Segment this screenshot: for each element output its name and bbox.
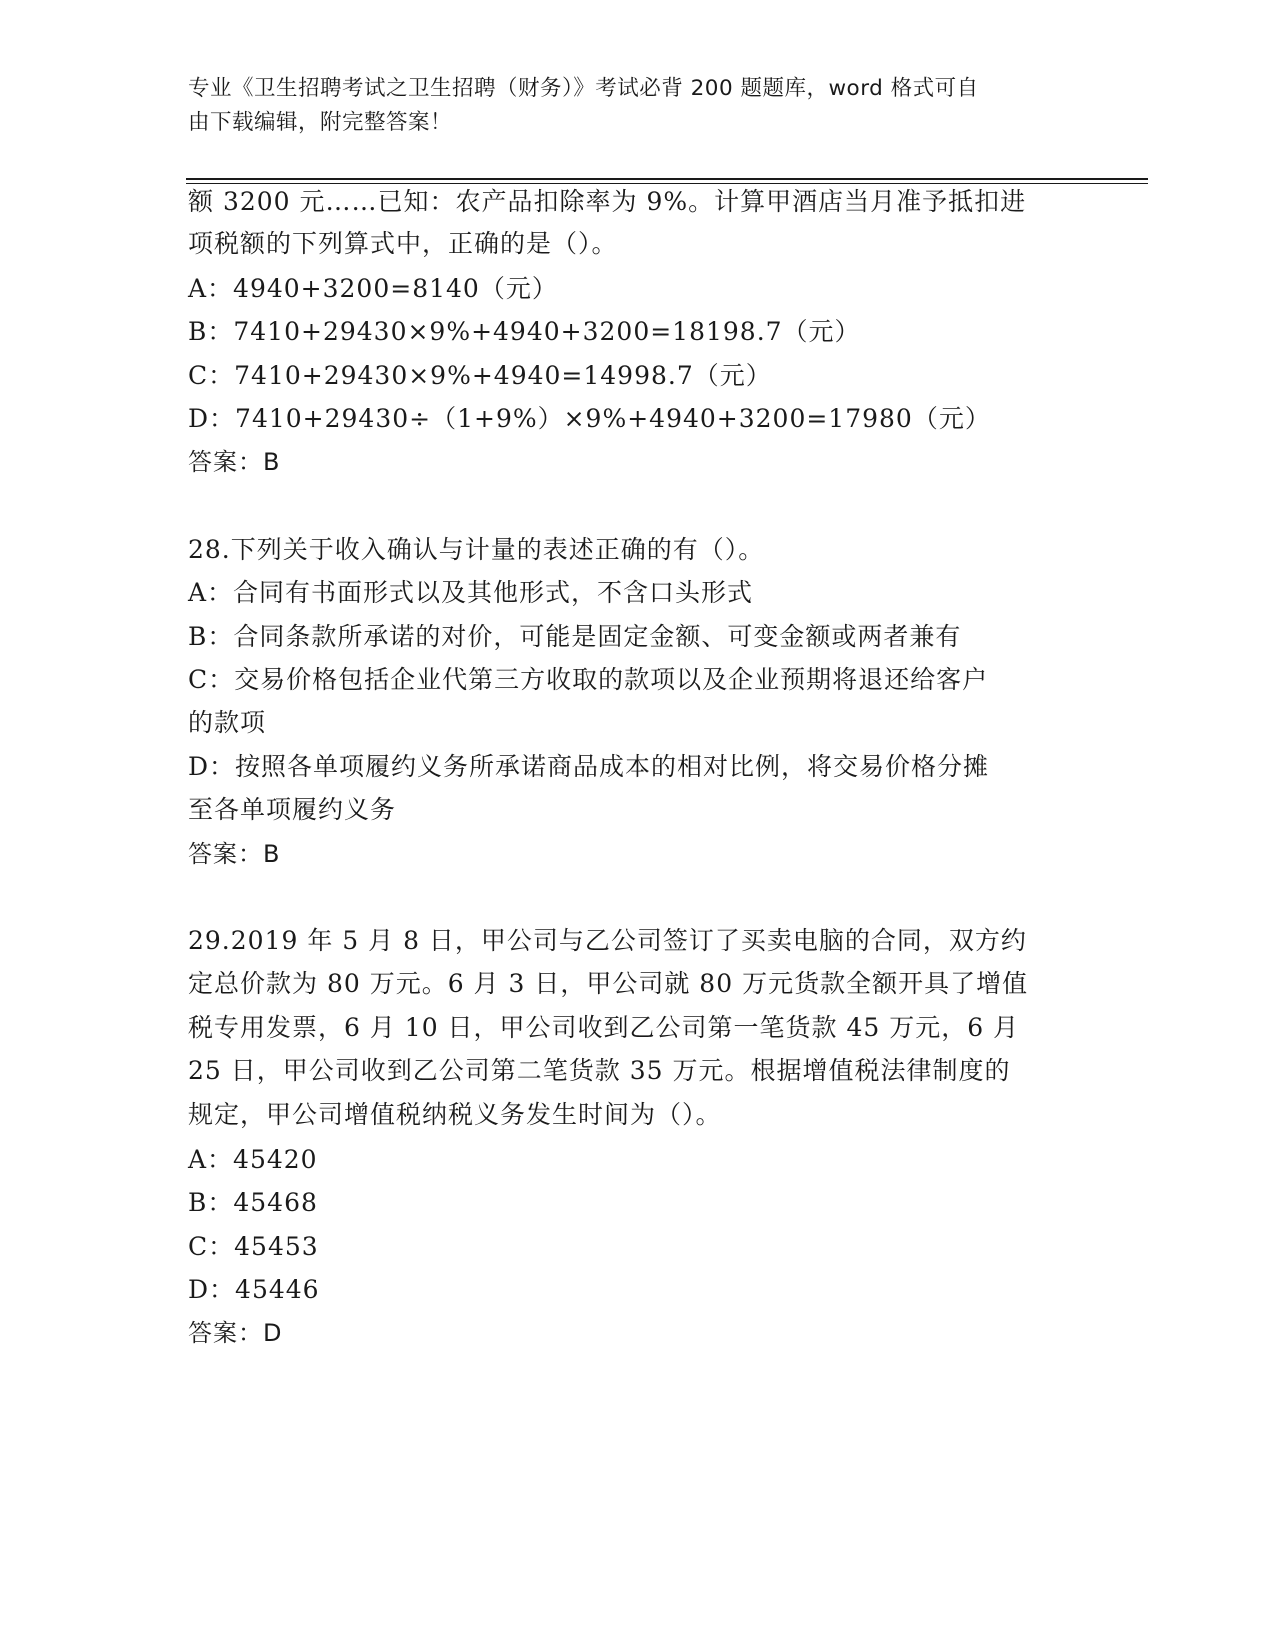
header-line-2: 由下载编辑，附完整答案！: [188, 110, 453, 135]
q27-option-c: C：7410+29430×9%+4940=14998.7（元）: [188, 361, 772, 390]
q29-option-a: A：45420: [188, 1145, 318, 1174]
header-divider-thick: [186, 178, 1148, 180]
q29-option-b: B：45468: [188, 1188, 318, 1217]
q29-stem-line-2: 定总价款为 80 万元。6 月 3 日，甲公司就 80 万元货款全额开具了增值: [188, 969, 1029, 998]
q29-stem-line-5: 规定，甲公司增值税纳税义务发生时间为（）。: [188, 1100, 722, 1129]
q28-option-c-line-2: 的款项: [188, 708, 267, 737]
q28-stem-line-1: 28.下列关于收入确认与计量的表述正确的有（）。: [188, 535, 765, 564]
q29-stem-line-1: 29.2019 年 5 月 8 日，甲公司与乙公司签订了买卖电脑的合同，双方约: [188, 926, 1027, 955]
q28-option-c-line-1: C：交易价格包括企业代第三方收取的款项以及企业预期将退还给客户: [188, 665, 989, 694]
q28-option-d-line-1: D：按照各单项履约义务所承诺商品成本的相对比例，将交易价格分摊: [188, 752, 990, 781]
q29-option-c: C：45453: [188, 1232, 319, 1261]
q29-answer: 答案：D: [188, 1319, 283, 1347]
q27-option-a: A：4940+3200=8140（元）: [188, 274, 558, 303]
q27-option-b: B：7410+29430×9%+4940+3200=18198.7（元）: [188, 317, 861, 346]
q28-option-a: A：合同有书面形式以及其他形式，不含口头形式: [188, 578, 754, 607]
q29-stem-line-3: 税专用发票，6 月 10 日，甲公司收到乙公司第一笔货款 45 万元，6 月: [188, 1013, 1020, 1042]
q27-stem-line-1: 额 3200 元……已知：农产品扣除率为 9%。计算甲酒店当月准予抵扣进: [188, 187, 1027, 216]
q27-option-d: D：7410+29430÷（1+9%）×9%+4940+3200=17980（元）: [188, 404, 991, 433]
q29-stem-line-4: 25 日，甲公司收到乙公司第二笔货款 35 万元。根据增值税法律制度的: [188, 1056, 1011, 1085]
q28-option-b: B：合同条款所承诺的对价，可能是固定金额、可变金额或两者兼有: [188, 622, 962, 651]
q28-option-d-line-2: 至各单项履约义务: [188, 795, 397, 824]
document-header: [188, 72, 1068, 140]
header-line-1: 专业《卫生招聘考试之卫生招聘（财务）》考试必背 200 题题库，word 格式可自: [188, 76, 979, 101]
q29-option-d: D：45446: [188, 1275, 320, 1304]
q27-stem-line-2: 项税额的下列算式中，正确的是（）。: [188, 229, 618, 258]
q28-answer: 答案：B: [188, 840, 281, 868]
q27-answer: 答案：B: [188, 448, 281, 476]
